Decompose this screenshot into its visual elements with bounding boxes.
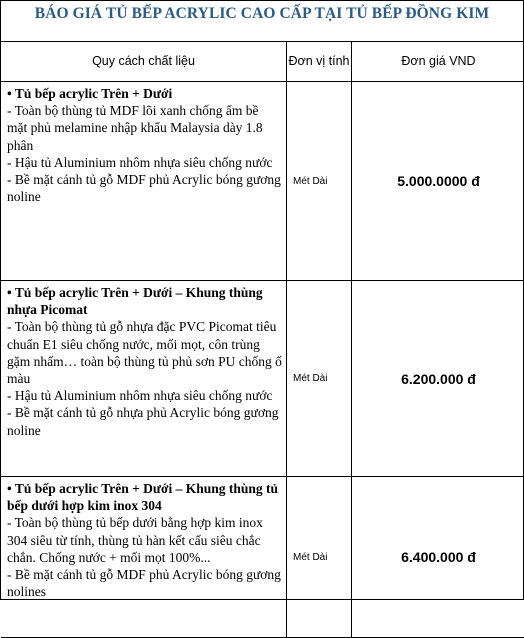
product-heading: • Tủ bếp acrylic Trên + Dưới – Khung thùng nhựa Picomat bbox=[7, 284, 282, 318]
table-row bbox=[1, 477, 524, 638]
unit-cell: Mét Dài bbox=[287, 281, 352, 477]
spec-line: - Bề mặt cánh tủ gỗ MDF phủ Acrylic bóng gương nolines bbox=[7, 566, 282, 600]
table-row bbox=[1, 281, 524, 477]
spec-cell bbox=[1, 281, 287, 477]
page-title: BÁO GIÁ TỦ BẾP ACRYLIC CAO CẤP TẠI TỦ BẾP ĐỒNG KIM bbox=[1, 1, 523, 42]
unit-cell: Mét Dài bbox=[287, 82, 352, 281]
price-table bbox=[1, 41, 524, 638]
header-spec: Quy cách chất liệu bbox=[1, 41, 287, 82]
spec-cell bbox=[1, 477, 287, 638]
price-cell: 6.400.000 đ bbox=[352, 477, 524, 638]
header-unit: Đơn vị tính bbox=[287, 41, 352, 82]
unit-cell: Mét Dài bbox=[287, 477, 352, 638]
spec-line: - Toàn bộ thùng tủ gỗ nhựa đặc PVC Picomat tiêu chuẩn E1 siêu chống nước, mối mọt, côn trùng gặm nhấm… toàn bộ thùng tủ phủ sơn PU chống ố màu bbox=[7, 318, 282, 387]
spec-line: - Hậu tủ Aluminium nhôm nhựa siêu chống nước bbox=[7, 154, 282, 171]
table-row bbox=[1, 82, 524, 281]
spec-line: - Bề mặt cánh tủ gỗ nhựa phủ Acrylic bóng gương noline bbox=[7, 404, 282, 438]
header-price: Đơn giá VND bbox=[352, 41, 524, 82]
table-header-row bbox=[1, 41, 524, 82]
price-cell: 5.000.0000 đ bbox=[352, 82, 524, 281]
spec-cell bbox=[1, 82, 287, 281]
product-heading: • Tủ bếp acrylic Trên + Dưới bbox=[7, 85, 282, 102]
spec-line: - Toàn bộ thùng tủ MDF lõi xanh chống ẩm bề mặt phủ melamine nhập khẩu Malaysia dày 1.8 phân bbox=[7, 102, 282, 154]
spec-line: - Bề mặt cánh tủ gỗ MDF phủ Acrylic bóng gương noline bbox=[7, 171, 282, 205]
spec-line: - Toàn bộ thùng tủ bếp dưới bằng hợp kim inox 304 siêu từ tính, thùng tủ hàn kết cấu siêu chắc chắn. Chống nước + mối mọt 100%... bbox=[7, 514, 282, 566]
product-heading: • Tủ bếp acrylic Trên + Dưới – Khung thùng tủ bếp dưới hợp kim inox 304 bbox=[7, 480, 282, 514]
spec-line: - Hậu tủ Aluminium nhôm nhựa siêu chống nước bbox=[7, 387, 282, 404]
price-cell: 6.200.000 đ bbox=[352, 281, 524, 477]
